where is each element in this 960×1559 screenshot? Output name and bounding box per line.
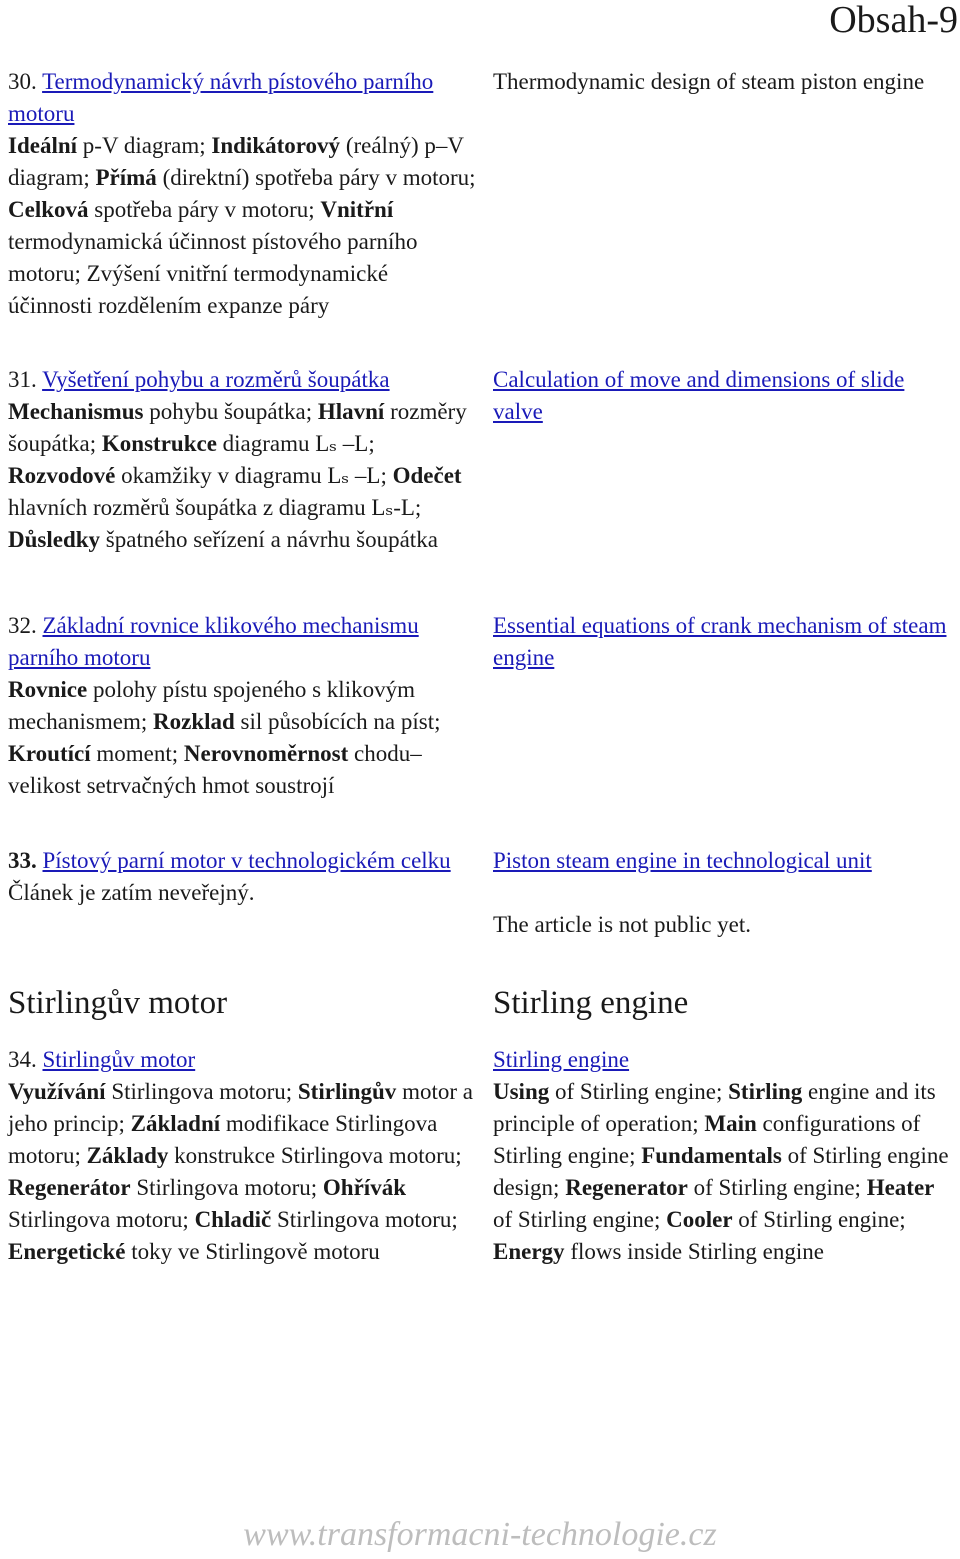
toc-item-33-en bbox=[493, 845, 955, 941]
item-title-en-link[interactable]: Essential equations of crank mechanism of steam engine bbox=[493, 613, 947, 670]
keyword: Chladič bbox=[194, 1207, 272, 1232]
toc-item-32-cz bbox=[8, 610, 478, 802]
desc-text: spotřeba páry v motoru; bbox=[88, 197, 321, 222]
keyword: Indikátorový bbox=[211, 133, 341, 158]
desc-text: termodynamická účinnost pístového parního motoru; Zvýšení vnitřní termodynamické účinnosti rozdělením expanze páry bbox=[8, 229, 418, 318]
desc-text: konstrukce Stirlingova motoru; bbox=[168, 1143, 462, 1168]
toc-item-33-cz bbox=[8, 845, 478, 909]
desc-text: sil působících na píst; bbox=[234, 709, 441, 734]
keyword: Stirling bbox=[728, 1079, 803, 1104]
keyword: Hlavní bbox=[317, 399, 385, 424]
desc-text: p-V diagram; bbox=[77, 133, 212, 158]
item-description-en bbox=[493, 1079, 949, 1264]
desc-text: špatného seřízení a návrhu šoupátka bbox=[100, 527, 438, 552]
keyword: Rovnice bbox=[8, 677, 88, 702]
item-title-link[interactable]: Termodynamický návrh pístového parního motoru bbox=[8, 69, 434, 126]
desc-text: configurations of Stirling engine; bbox=[493, 1111, 921, 1168]
item-title-en-link[interactable]: Stirling engine bbox=[493, 1047, 630, 1072]
desc-text: moment; bbox=[90, 741, 184, 766]
keyword: Základy bbox=[86, 1143, 169, 1168]
desc-text: motor a jeho princip; bbox=[8, 1079, 473, 1136]
keyword: Nerovnoměrnost bbox=[183, 741, 349, 766]
toc-item-31-cz bbox=[8, 364, 478, 556]
keyword: Energetické bbox=[8, 1239, 126, 1264]
keyword: Mechanismus bbox=[8, 399, 144, 424]
keyword: Celková bbox=[8, 197, 89, 222]
item-title-en-link[interactable]: Calculation of move and dimensions of slide valve bbox=[493, 367, 905, 424]
keyword: Heater bbox=[866, 1175, 935, 1200]
item-number: 31. bbox=[8, 367, 37, 392]
keyword: Využívání bbox=[8, 1079, 106, 1104]
desc-text: of Stirling engine; bbox=[687, 1175, 867, 1200]
keyword: Ohřívák bbox=[322, 1175, 406, 1200]
desc-text: polohy pístu spojeného s klikovým mechanismem; bbox=[8, 677, 415, 734]
keyword: Energy bbox=[493, 1239, 565, 1264]
desc-text: engine and its principle of operation; bbox=[493, 1079, 936, 1136]
item-number: 32. bbox=[8, 613, 37, 638]
desc-text: (reálný) p–V diagram; bbox=[8, 133, 464, 190]
item-title-link[interactable]: Pístový parní motor v technologickém celku bbox=[42, 848, 451, 873]
desc-text: pohybu šoupátka; bbox=[143, 399, 318, 424]
desc-text: okamžiky v diagramu Lₛ –L; bbox=[115, 463, 393, 488]
item-title-link[interactable]: Základní rovnice klikového mechanismu parního motoru bbox=[8, 613, 419, 670]
desc-text: of Stirling engine design; bbox=[493, 1143, 949, 1200]
keyword: Důsledky bbox=[8, 527, 101, 552]
section-heading-cz: Stirlingův motor bbox=[8, 985, 228, 1021]
desc-text: flows inside Stirling engine bbox=[564, 1239, 824, 1264]
toc-item-34-cz bbox=[8, 1044, 478, 1268]
keyword: Rozklad bbox=[153, 709, 235, 734]
item-title-link[interactable]: Vyšetření pohybu a rozměrů šoupátka bbox=[42, 367, 390, 392]
desc-text: (direktní) spotřeba páry v motoru; bbox=[156, 165, 476, 190]
desc-text: Stirlingova motoru; bbox=[8, 1207, 195, 1232]
toc-item-31-en bbox=[493, 364, 955, 428]
keyword: Kroutící bbox=[8, 741, 91, 766]
keyword: Konstrukce bbox=[101, 431, 217, 456]
keyword: Regenerátor bbox=[8, 1175, 131, 1200]
desc-text: chodu–velikost setrvačných hmot soustrojí bbox=[8, 741, 422, 798]
item-description bbox=[8, 133, 476, 318]
item-note: Článek je zatím neveřejný. bbox=[8, 880, 255, 905]
desc-text: of Stirling engine; bbox=[493, 1207, 667, 1232]
item-number: 33. bbox=[8, 848, 37, 873]
item-title-en: Thermodynamic design of steam piston engine bbox=[493, 69, 925, 94]
desc-text: Stirlingova motoru; bbox=[271, 1207, 458, 1232]
keyword: Odečet bbox=[392, 463, 462, 488]
keyword: Cooler bbox=[666, 1207, 733, 1232]
desc-text: of Stirling engine; bbox=[732, 1207, 906, 1232]
item-number: 34. bbox=[8, 1047, 37, 1072]
toc-item-30-en bbox=[493, 66, 955, 98]
page-label: Obsah-9 bbox=[829, 0, 958, 41]
item-title-link[interactable]: Stirlingův motor bbox=[42, 1047, 196, 1072]
footer-watermark-url: www.transformacni-technologie.cz bbox=[243, 1516, 717, 1553]
keyword: Základní bbox=[130, 1111, 221, 1136]
keyword: Stirlingův bbox=[297, 1079, 397, 1104]
desc-text: rozměry šoupátka; bbox=[8, 399, 467, 456]
desc-text: hlavních rozměrů šoupátka z diagramu Lₛ-L; bbox=[8, 495, 422, 520]
item-title-en-link[interactable]: Piston steam engine in technological unit bbox=[493, 848, 872, 873]
toc-item-32-en bbox=[493, 610, 955, 674]
toc-item-30-cz bbox=[8, 66, 478, 322]
keyword: Přímá bbox=[95, 165, 157, 190]
keyword: Using bbox=[493, 1079, 550, 1104]
desc-text: diagramu Lₛ –L; bbox=[216, 431, 375, 456]
desc-text: Stirlingova motoru; bbox=[105, 1079, 298, 1104]
toc-item-34-en bbox=[493, 1044, 955, 1268]
keyword: Vnitřní bbox=[320, 197, 394, 222]
keyword: Ideální bbox=[8, 133, 78, 158]
item-note-en: The article is not public yet. bbox=[493, 912, 752, 937]
desc-text: modifikace Stirlingova motoru; bbox=[8, 1111, 438, 1168]
section-heading-en: Stirling engine bbox=[493, 985, 689, 1021]
keyword: Regenerator bbox=[565, 1175, 688, 1200]
item-number: 30. bbox=[8, 69, 37, 94]
keyword: Main bbox=[704, 1111, 757, 1136]
keyword: Rozvodové bbox=[8, 463, 116, 488]
desc-text: Stirlingova motoru; bbox=[130, 1175, 323, 1200]
keyword: Fundamentals bbox=[641, 1143, 782, 1168]
desc-text: toky ve Stirlingově motoru bbox=[125, 1239, 380, 1264]
item-description bbox=[8, 677, 441, 798]
item-description bbox=[8, 1079, 473, 1264]
desc-text: of Stirling engine; bbox=[549, 1079, 729, 1104]
item-description bbox=[8, 399, 467, 552]
